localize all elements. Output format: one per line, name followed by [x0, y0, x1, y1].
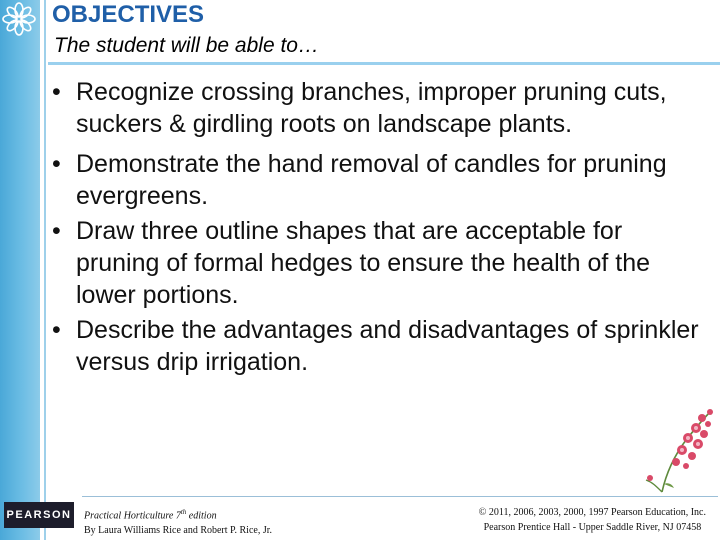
sidebar-accent-line [44, 0, 46, 540]
objective-text: Demonstrate the hand removal of candles for pruning evergreens. [76, 150, 667, 210]
bullet-icon: • [52, 316, 61, 344]
bullet-icon: • [52, 78, 61, 106]
slide-title: OBJECTIVES [52, 1, 205, 28]
objective-text: Recognize crossing branches, improper pruning cuts, suckers & girdling roots on landscape plants. [76, 78, 667, 138]
book-authors: By Laura Williams Rice and Robert P. Rice, Jr. [84, 525, 272, 537]
book-title-line: Practical Horticulture 7th edition [84, 508, 217, 522]
footer-divider [82, 496, 718, 497]
objective-item [52, 148, 702, 212]
objectives-list [52, 76, 702, 386]
objective-text: Describe the advantages and disadvantages of sprinkler versus drip irrigation. [76, 316, 699, 376]
bullet-icon: • [52, 217, 61, 245]
publisher-line: Pearson Prentice Hall - Upper Saddle River, NJ 07458 [483, 522, 702, 533]
copyright-line: © 2011, 2006, 2003, 2000, 1997 Pearson Education, Inc. [478, 507, 706, 518]
bullet-icon: • [52, 150, 61, 178]
left-sidebar-band [0, 0, 40, 540]
objective-item [52, 314, 702, 378]
objective-item [52, 76, 702, 140]
orchid-sprig-icon [622, 404, 718, 496]
pearson-logo: PEARSON [4, 502, 74, 528]
objective-item [52, 215, 702, 311]
footer-copyright [479, 505, 706, 535]
flower-outline-icon [2, 2, 36, 36]
slide-subtitle: The student will be able to… [54, 34, 319, 57]
objective-text: Draw three outline shapes that are acceptable for pruning of formal hedges to ensure the health of the lower portions. [76, 217, 650, 309]
header-divider [48, 62, 720, 65]
footer-book-info [84, 505, 272, 538]
